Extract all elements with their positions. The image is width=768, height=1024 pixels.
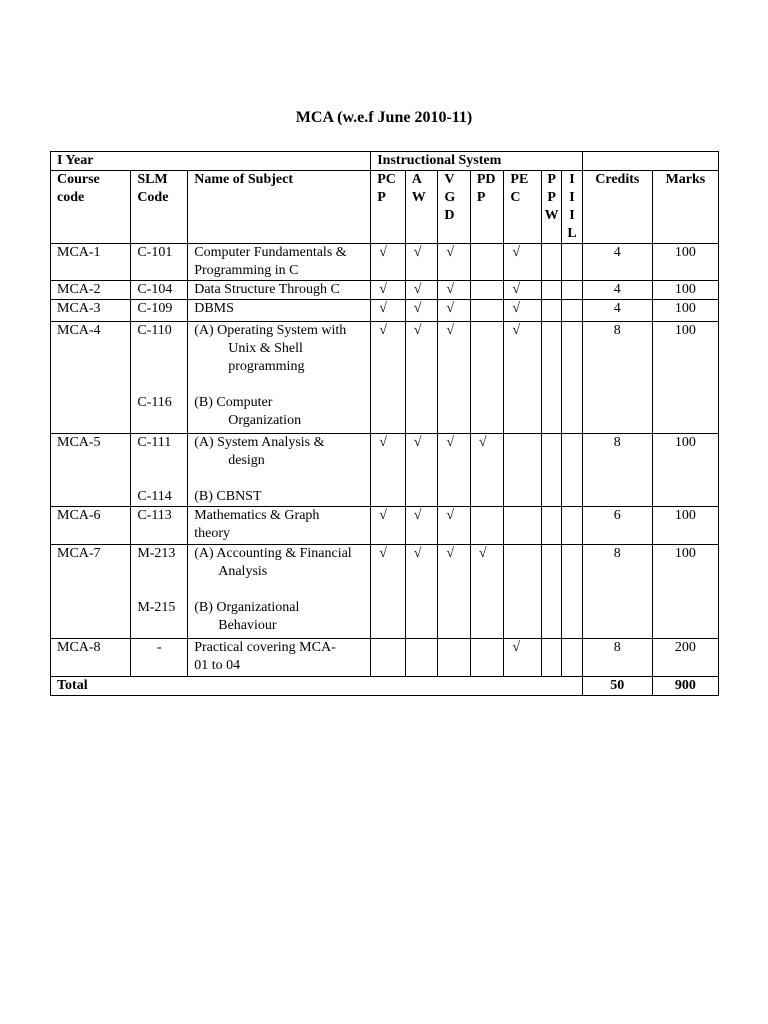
subject-name: (A) System Analysis & design (B) CBNST [188,434,371,507]
pdp-mark [470,507,504,545]
pec-mark: √ [504,322,542,434]
marks-value: 100 [652,281,718,300]
marks-value: 100 [652,244,718,281]
vgd-mark: √ [438,434,471,507]
subject-name: Computer Fundamentals & Programming in C [188,244,371,281]
aw-mark: √ [405,322,438,434]
slm-code: C-104 [131,281,188,300]
pcp-mark: √ [371,545,406,639]
subject-name: (A) Accounting & Financial Analysis (B) Organizational Behaviour [188,545,371,639]
pcp-mark [371,639,406,677]
credits-value: 8 [582,434,652,507]
subject-name: (A) Operating System with Unix & Shell programming (B) Computer Organization [188,322,371,434]
slm-code-header: SLM Code [131,171,188,244]
header-row-year [51,152,719,171]
iiil-mark [562,244,582,281]
marks-value: 200 [652,639,718,677]
table-row [51,639,719,677]
course-code: MCA-4 [51,322,131,434]
slm-code: M-213 M-215 [131,545,188,639]
pdp-mark [470,300,504,322]
aw-mark: √ [405,434,438,507]
course-code: MCA-5 [51,434,131,507]
total-marks: 900 [652,677,718,696]
header-blank-cell [582,152,718,171]
aw-mark: √ [405,281,438,300]
pcp-header: PC P [371,171,406,244]
pec-mark [504,545,542,639]
pdp-mark [470,639,504,677]
pcp-mark: √ [371,300,406,322]
subject-name: Mathematics & Graph theory [188,507,371,545]
iiil-mark [562,639,582,677]
course-code: MCA-6 [51,507,131,545]
iiil-mark [562,434,582,507]
table-row [51,281,719,300]
table-row [51,545,719,639]
marks-value: 100 [652,507,718,545]
subject-name-header: Name of Subject [188,171,371,244]
iiil-mark [562,322,582,434]
marks-value: 100 [652,322,718,434]
pec-header: PE C [504,171,542,244]
marks-value: 100 [652,300,718,322]
credits-value: 6 [582,507,652,545]
table-row [51,244,719,281]
table-row [51,434,719,507]
subject-name: DBMS [188,300,371,322]
course-table [50,151,719,696]
slm-code: C-111 C-114 [131,434,188,507]
ppw-mark [542,244,562,281]
subject-name: Data Structure Through C [188,281,371,300]
course-code: MCA-1 [51,244,131,281]
vgd-mark: √ [438,322,471,434]
aw-mark: √ [405,545,438,639]
table-row [51,322,719,434]
ppw-mark [542,281,562,300]
pec-mark: √ [504,281,542,300]
course-code: MCA-8 [51,639,131,677]
table-row [51,507,719,545]
aw-mark: √ [405,507,438,545]
vgd-mark: √ [438,300,471,322]
marks-value: 100 [652,545,718,639]
vgd-mark: √ [438,281,471,300]
credits-value: 4 [582,300,652,322]
credits-value: 8 [582,639,652,677]
pdp-mark: √ [470,434,504,507]
vgd-mark: √ [438,507,471,545]
pcp-mark: √ [371,507,406,545]
marks-value: 100 [652,434,718,507]
iiil-mark [562,300,582,322]
pdp-mark [470,322,504,434]
pec-mark [504,434,542,507]
aw-mark: √ [405,244,438,281]
slm-code: C-101 [131,244,188,281]
iiil-header: I I I L [562,171,582,244]
credits-value: 8 [582,322,652,434]
pdp-header: PD P [470,171,504,244]
total-credits: 50 [582,677,652,696]
ppw-mark [542,434,562,507]
slm-code: - [131,639,188,677]
year-label: I Year [51,152,371,171]
credits-value: 8 [582,545,652,639]
vgd-mark: √ [438,244,471,281]
aw-header: A W [405,171,438,244]
pcp-mark: √ [371,434,406,507]
pcp-mark: √ [371,244,406,281]
slm-code: C-109 [131,300,188,322]
slm-code: C-110 C-116 [131,322,188,434]
iiil-mark [562,545,582,639]
pec-mark: √ [504,300,542,322]
marks-header: Marks [652,171,718,244]
document-title: MCA (w.e.f June 2010-11) [295,109,473,126]
pdp-mark: √ [470,545,504,639]
credits-value: 4 [582,281,652,300]
subject-name: Practical covering MCA- 01 to 04 [188,639,371,677]
credits-value: 4 [582,244,652,281]
pec-mark: √ [504,244,542,281]
course-code: MCA-3 [51,300,131,322]
ppw-mark [542,322,562,434]
instructional-system-label: Instructional System [371,152,583,171]
pcp-mark: √ [371,322,406,434]
vgd-mark [438,639,471,677]
pec-mark: √ [504,639,542,677]
iiil-mark [562,281,582,300]
pcp-mark: √ [371,281,406,300]
vgd-header: V G D [438,171,471,244]
course-code: MCA-2 [51,281,131,300]
ppw-header: P P W [542,171,562,244]
vgd-mark: √ [438,545,471,639]
course-code: MCA-7 [51,545,131,639]
pec-mark [504,507,542,545]
pdp-mark [470,244,504,281]
ppw-mark [542,545,562,639]
ppw-mark [542,507,562,545]
iiil-mark [562,507,582,545]
header-row-columns [51,171,719,244]
aw-mark: √ [405,300,438,322]
aw-mark [405,639,438,677]
ppw-mark [542,639,562,677]
total-row [51,677,719,696]
credits-header: Credits [582,171,652,244]
course-code-header: Course code [51,171,131,244]
pdp-mark [470,281,504,300]
table-row [51,300,719,322]
slm-code: C-113 [131,507,188,545]
total-label: Total [51,677,583,696]
ppw-mark [542,300,562,322]
